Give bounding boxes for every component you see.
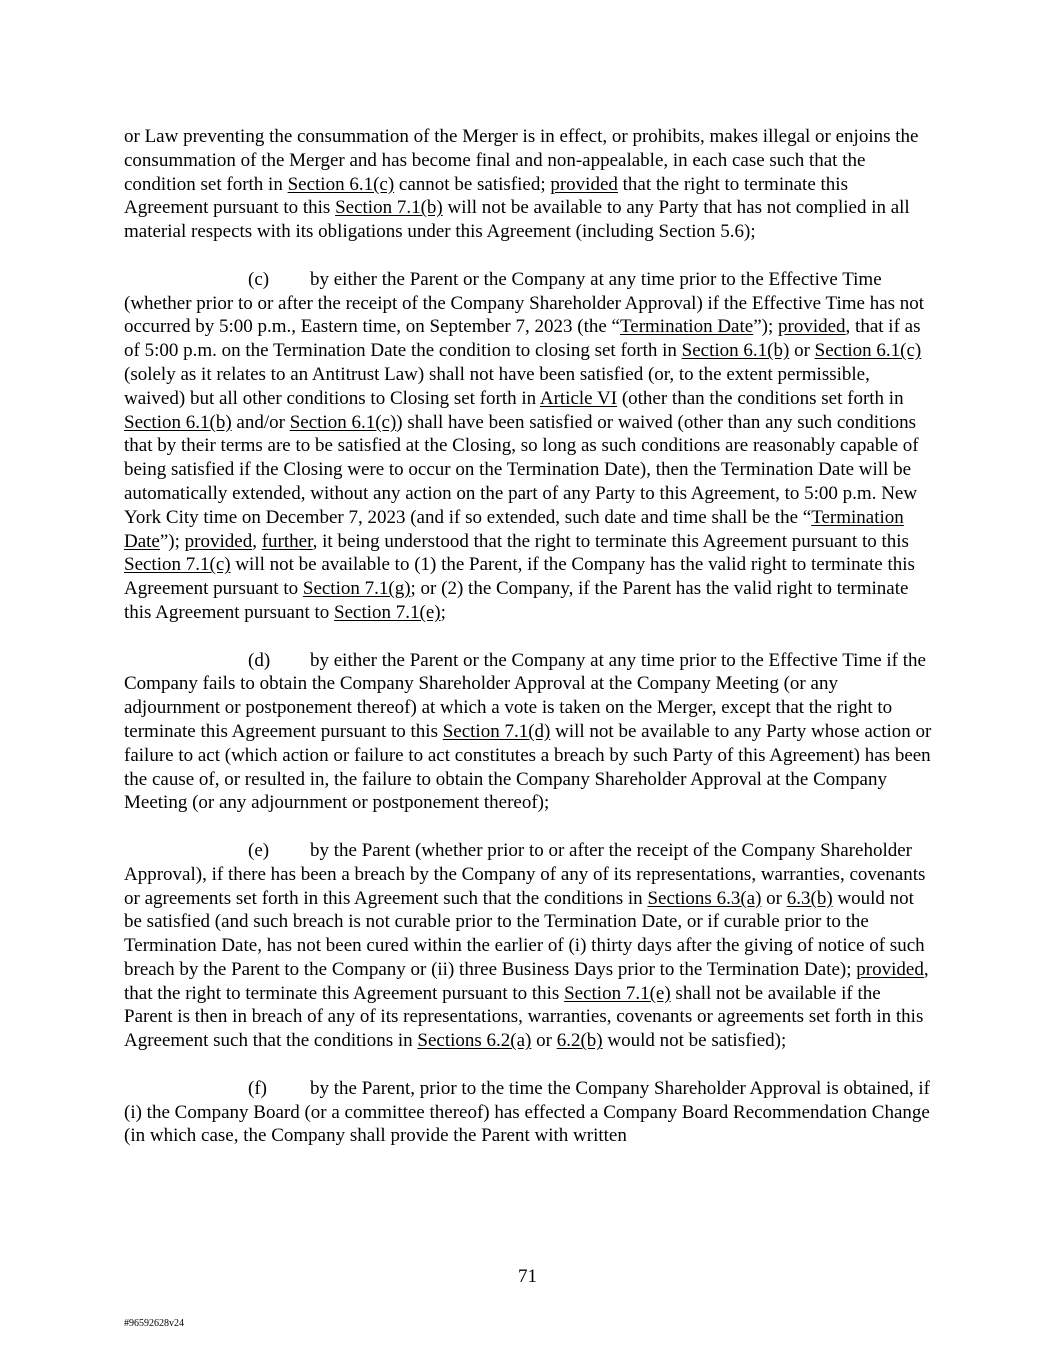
paragraph-c [124, 268, 932, 625]
cross-reference: Section 7.1(e) [334, 601, 441, 623]
text-segment: or [789, 340, 815, 362]
cross-reference: Section 7.1(e) [564, 982, 671, 1004]
cross-reference: Termination Date [124, 506, 904, 552]
cross-reference: Section 7.1(b) [335, 197, 443, 219]
document-body [124, 125, 932, 1172]
text-segment: by the Parent, prior to the time the Company Shareholder Approval is obtained, if (i) the Company Board (or a committee thereof) has effected a Company Board Recommendation Change (in which case, the Company shall provide the Parent with written [124, 1077, 931, 1147]
cross-reference: Section 6.1(b) [681, 340, 790, 362]
text-segment: ”); [159, 530, 185, 552]
text-segment: ; [440, 601, 446, 623]
text-segment: ; or (2) the Company, if the Parent has the valid right to terminate this Agreement pursuant to [124, 578, 909, 623]
cross-reference: Section 6.1(b) [124, 411, 232, 433]
cross-reference: Section 6.1(c) [814, 340, 922, 362]
text-segment: by either the Parent or the Company at any time prior to the Effective Time (whether prior to or after the receipt of the Company Shareholder Approval) if the Effective Time has not occurred by 5:00 p.m., Eastern time, on September 7, 2023 (the “ [124, 268, 925, 338]
paragraph-d [124, 649, 932, 816]
text-segment: will not be available to any Party whose action or failure to act (which action or failure to act constitutes a breach by such Party of this Agreement) has been the cause of, or resulted in, the failure to obtain the Company Shareholder Approval at the Company Meeting (or any adjournment or postponement thereof); [124, 720, 932, 814]
cross-reference: Section 7.1(g) [302, 578, 411, 600]
cross-reference: Sections 6.3(a) [647, 887, 762, 909]
cross-reference: Section 7.1(c) [124, 554, 231, 576]
text-segment: or [531, 1030, 557, 1052]
text-segment: would not be satisfied (and such breach is not curable prior to the Termination Date, or if curable prior to the Termination Date, has not been cured within the earlier of (i) thirty days after the giving of notice of such breach by the Parent to the Company or (ii) three Business Days prior to the Termination Date); [124, 887, 925, 980]
cross-reference: Article VI [539, 387, 618, 409]
clause-marker: (e) [248, 839, 270, 861]
paragraph-f [124, 1077, 932, 1148]
clause-marker: (d) [248, 649, 271, 671]
text-segment: will not be available to (1) the Parent, if the Company has the valid right to terminate this Agreement pursuant to [124, 554, 915, 600]
text-segment: ) shall have been satisfied or waived (other than any such conditions that by their terms are to be satisfied at the Closing, so long as such conditions are reasonably capable of being satisfied if the Closing were to occur on the Termination Date), then the Termination Date will be automatically extended, without any action on the part of any Party to this Agreement, to 5:00 p.m. New York City time on December 7, 2023 (and if so extended, such date and time shall be the “ [124, 411, 919, 528]
text-segment: or [761, 887, 787, 909]
cross-reference: 6.2(b) [556, 1030, 603, 1052]
paragraph-continued [124, 125, 932, 244]
text-segment: (other than the conditions set forth in [617, 387, 904, 409]
cross-reference: Termination Date [619, 316, 754, 338]
text-segment: will not be available to any Party that has not complied in all material respects with its obligations under this Agreement (including Section 5.6); [124, 197, 910, 243]
text-segment: shall not be available if the Parent is then in breach of any of its representations, warranties, covenants or agreements set forth in this Agreement such that the conditions in [124, 982, 924, 1052]
clause-marker: (c) [248, 268, 270, 290]
cross-reference: provided [778, 316, 846, 338]
text-segment: and/or [231, 411, 290, 433]
text-segment: or Law preventing the consummation of the Merger is in effect, or prohibits, makes illegal or enjoins the consummation of the Merger and has become final and non-appealable, in each case such that the condition set forth in [124, 126, 919, 195]
text-segment: cannot be satisfied; [394, 173, 551, 195]
cross-reference: Section 7.1(d) [442, 720, 551, 742]
cross-reference: Section 6.1(c) [287, 173, 395, 195]
text-segment: by the Parent (whether prior to or after the receipt of the Company Shareholder Approval), if there has been a breach by the Company of any of its representations, warranties, covenants or agreements set forth in this Agreement such that the conditions in [124, 839, 926, 909]
cross-reference: provided [184, 530, 253, 552]
document-id: #96592628v24 [124, 1318, 184, 1329]
cross-reference: further [261, 530, 313, 552]
text-segment: would not be satisfied); [602, 1030, 787, 1052]
text-segment: , that the right to terminate this Agreement pursuant to this [124, 958, 929, 1004]
text-segment: that the right to terminate this Agreement pursuant to this [124, 173, 848, 219]
text-segment: , it being understood that the right to terminate this Agreement pursuant to this [312, 530, 909, 552]
text-segment: (solely as it relates to an Antitrust Law) shall not have been satisfied (or, to the extent permissible, waived) but all other conditions to Closing set forth in [124, 363, 870, 409]
text-segment: by either the Parent or the Company at any time prior to the Effective Time if the Company fails to obtain the Company Shareholder Approval at the Company Meeting (or any adjournment or postponement thereof) at which a vote is taken on the Merger, except that the right to terminate this Agreement pursuant to this [124, 649, 926, 742]
cross-reference: 6.3(b) [786, 887, 833, 909]
clause-marker: (f) [248, 1077, 267, 1099]
cross-reference: Sections 6.2(a) [417, 1030, 532, 1052]
cross-reference: provided [856, 958, 924, 980]
text-segment: ”); [753, 316, 778, 338]
text-segment: , that if as of 5:00 p.m. on the Termination Date the condition to closing set forth in [124, 316, 921, 362]
paragraph-e [124, 839, 932, 1053]
text-segment: , [252, 530, 262, 552]
cross-reference: Section 6.1(c) [289, 411, 397, 433]
cross-reference: provided [550, 173, 618, 195]
page-number: 71 [518, 1266, 537, 1287]
